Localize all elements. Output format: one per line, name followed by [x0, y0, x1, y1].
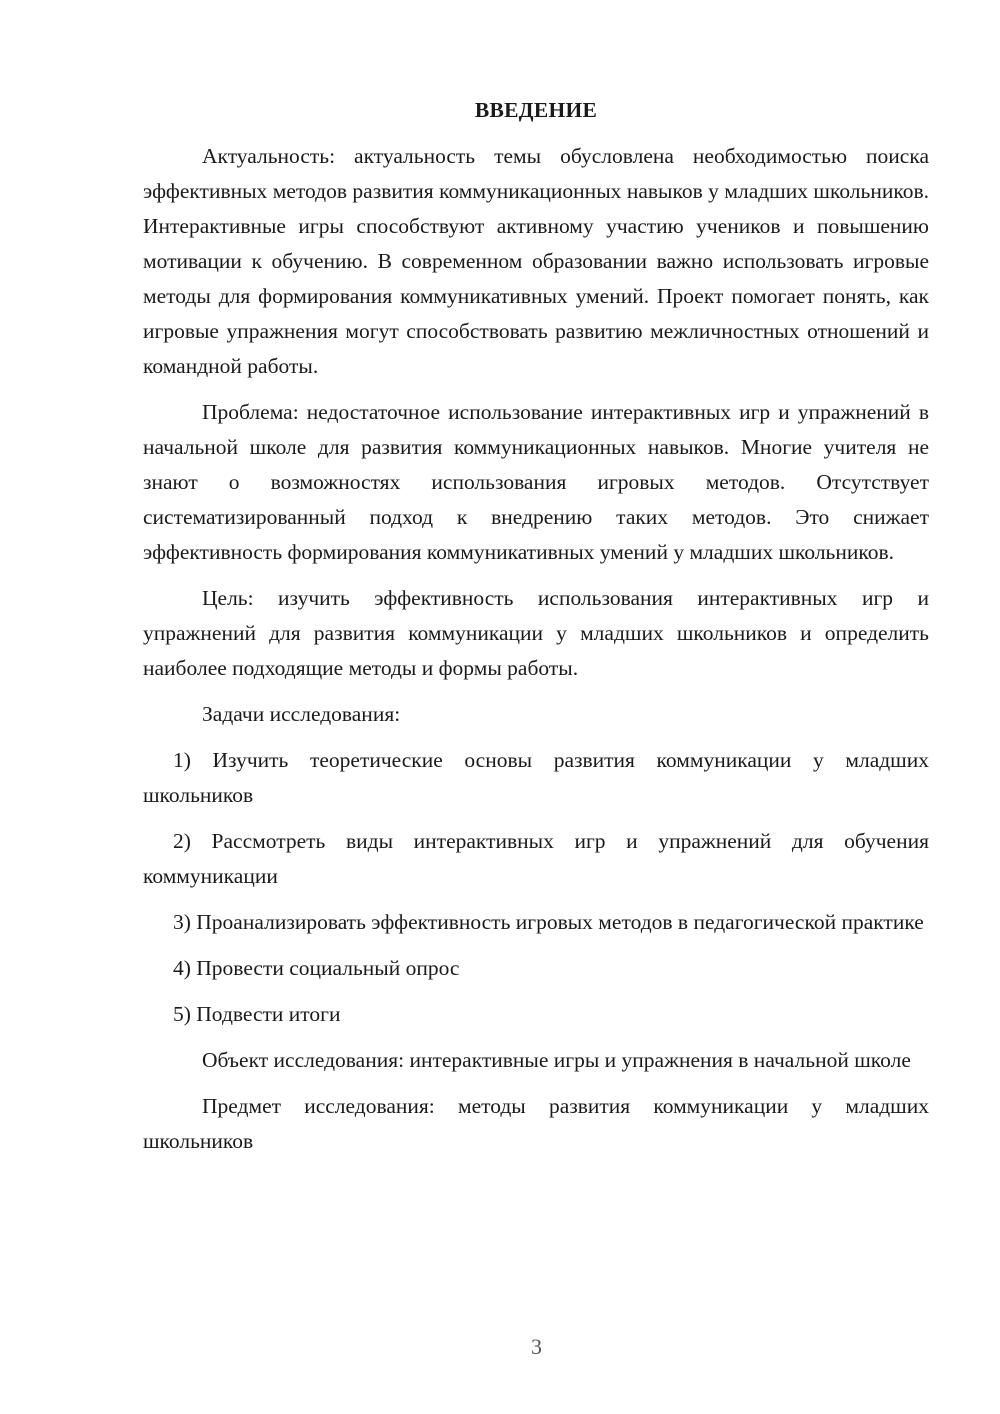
- task-item-3: 3) Проанализировать эффективность игровых методов в педагогической практике: [173, 910, 924, 934]
- tasks-title: Задачи исследования:: [202, 702, 401, 726]
- task-item-1: 1) Изучить теоретические основы развития коммуникации у младших школьников: [143, 748, 929, 807]
- section-heading: ВВЕДЕНИЕ: [474, 98, 598, 122]
- relevance-paragraph: Актуальность: актуальность темы обусловлена необходимостью поиска эффективных методов развития коммуникационных навыков у младших школьников. Интерактивные игры способствуют активному участию учеников и повышению мотивации к обучению. В современном образовании важно использовать игровые методы для формирования коммуникативных умений. Проект помогает понять, как игровые упражнения могут способствовать развитию межличностных отношений и командной работы.: [143, 144, 929, 378]
- task-item-4: 4) Провести социальный опрос: [173, 956, 460, 980]
- goal-paragraph: Цель: изучить эффективность использования интерактивных игр и упражнений для развития коммуникации у младших школьников и определить наиболее подходящие методы и формы работы.: [143, 586, 929, 680]
- problem-paragraph: Проблема: недостаточное использование интерактивных игр и упражнений в начальной школе для развития коммуникационных навыков. Многие учителя не знают о возможностях использования игровых методов. Отсутствует систематизированный подход к внедрению таких методов. Это снижает эффективность формирования коммуникативных умений у младших школьников.: [143, 400, 929, 564]
- task-item-2: 2) Рассмотреть виды интерактивных игр и упражнений для обучения коммуникации: [143, 829, 929, 888]
- task-item-5: 5) Подвести итоги: [173, 1002, 341, 1026]
- object-paragraph: Объект исследования: интерактивные игры и упражнения в начальной школе: [202, 1048, 911, 1072]
- page-content: [143, 95, 929, 1170]
- page-number: 3: [531, 1334, 542, 1359]
- subject-paragraph: Предмет исследования: методы развития коммуникации у младших школьников: [143, 1094, 929, 1153]
